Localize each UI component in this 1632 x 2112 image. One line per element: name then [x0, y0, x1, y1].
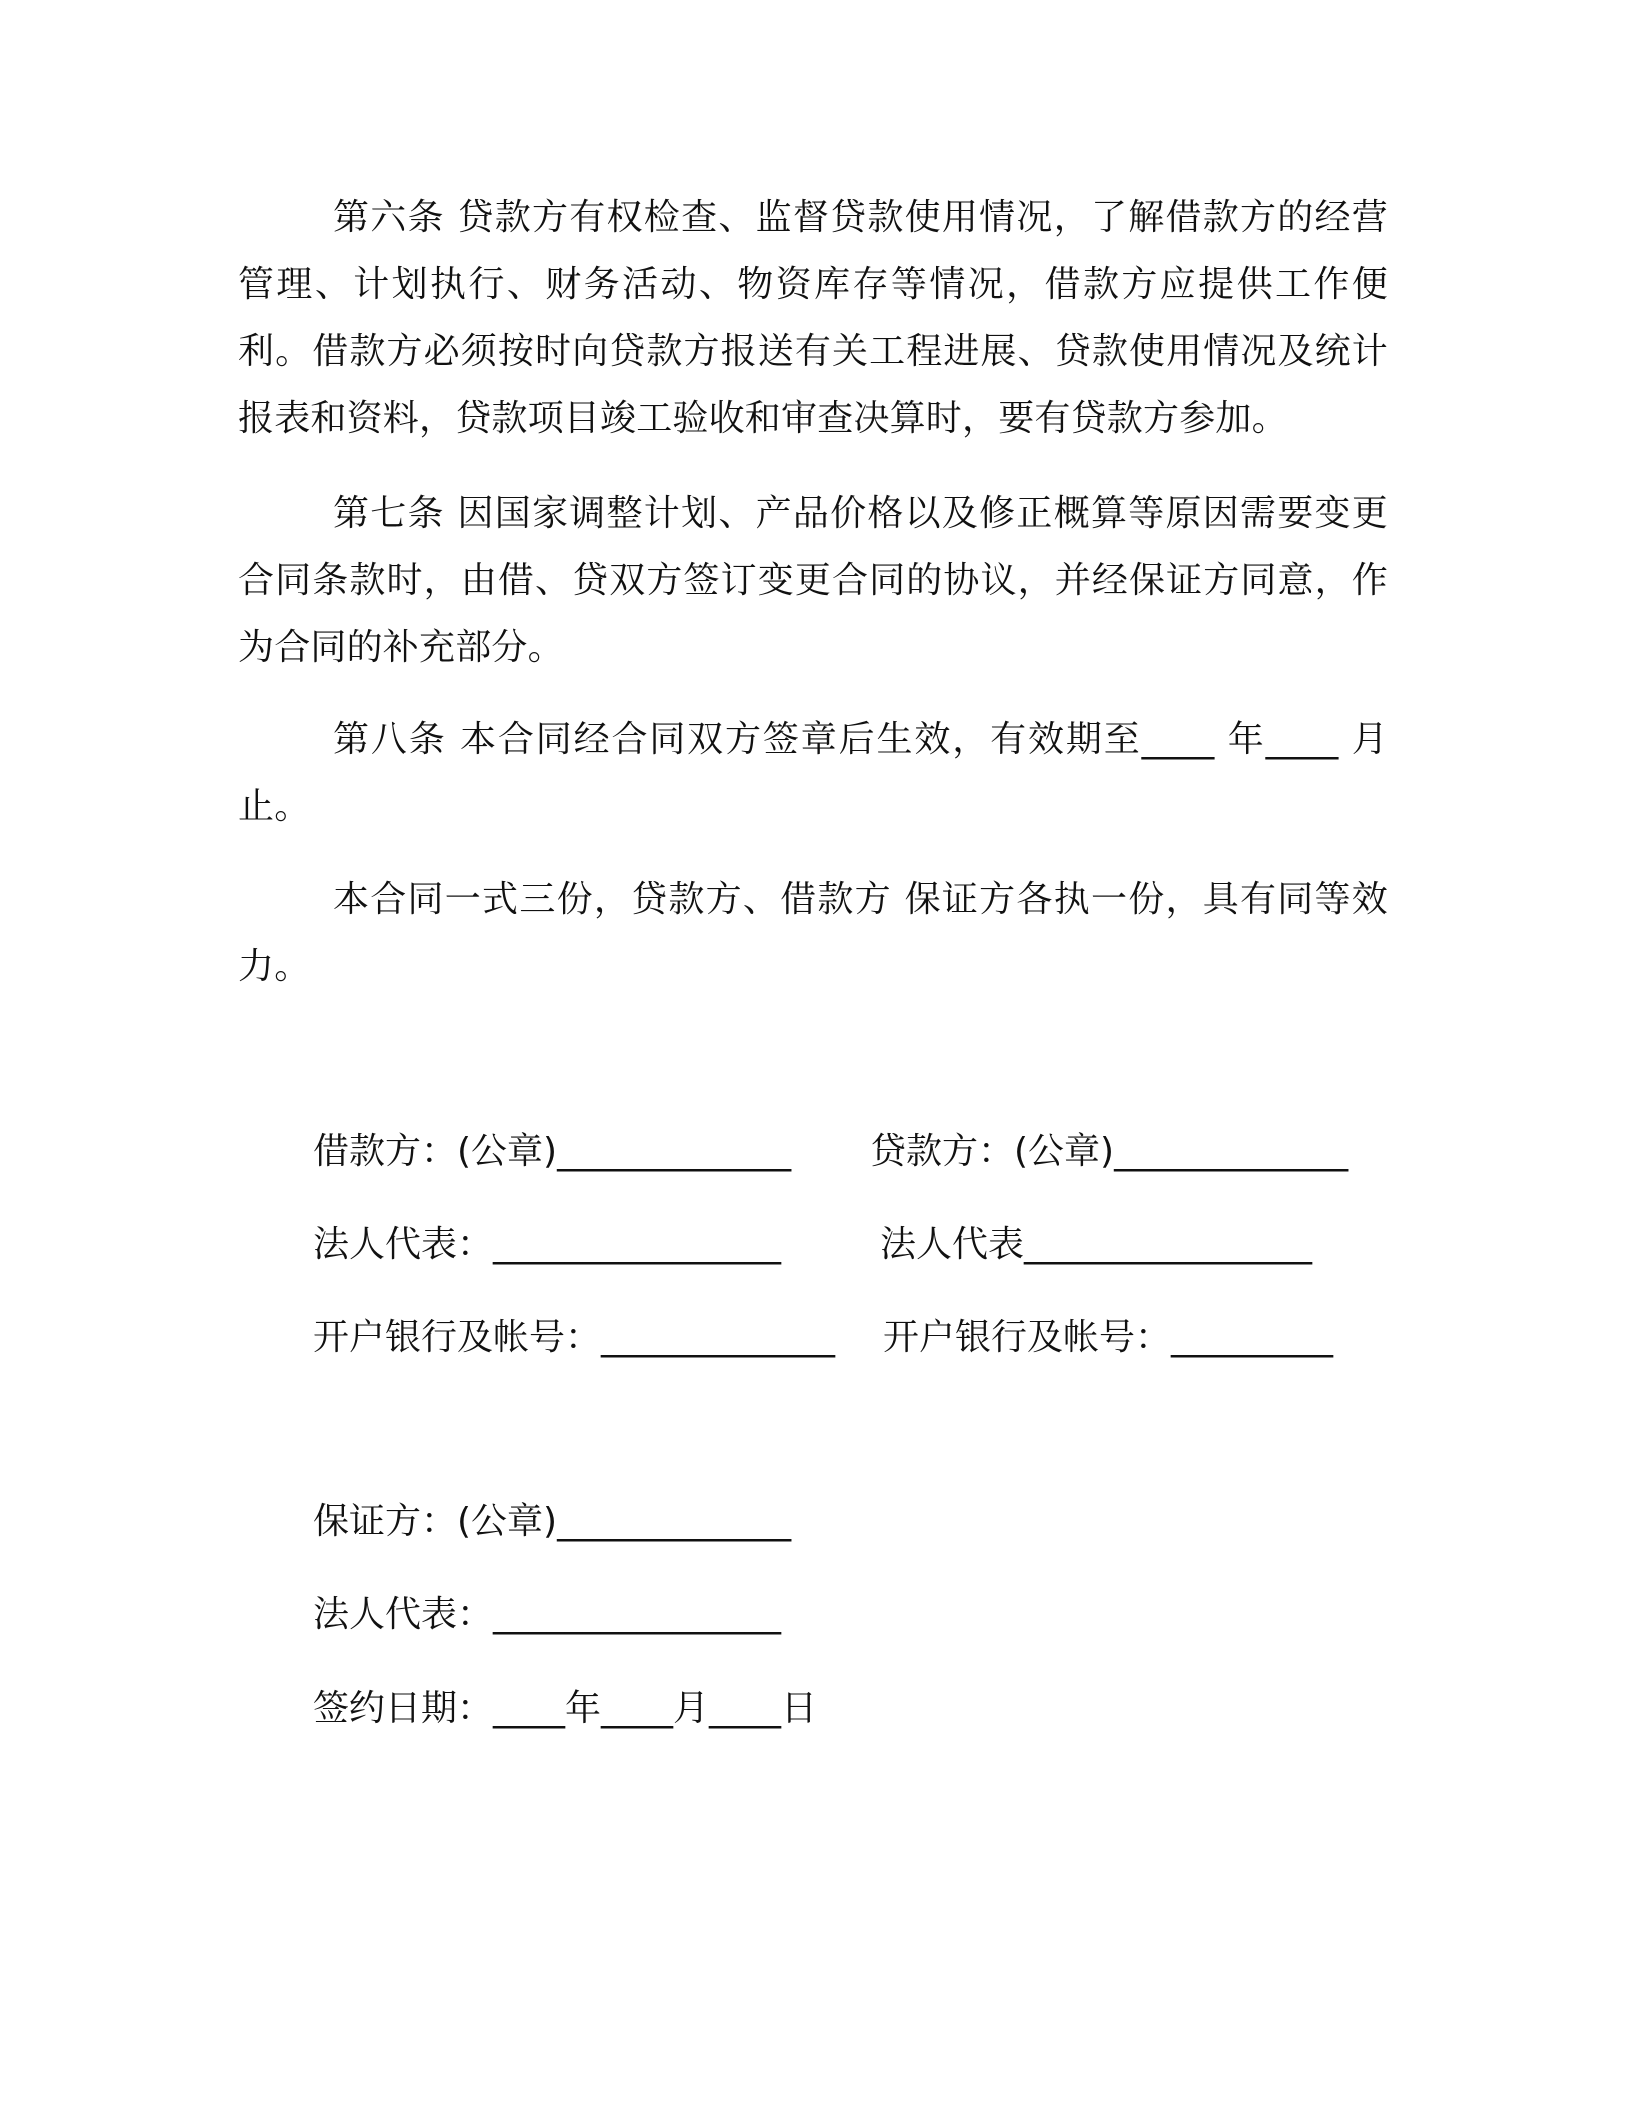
lender-bank-account-line: 开户银行及帐号：_________ — [883, 1317, 1334, 1358]
borrower-bank-account-line: 开户银行及帐号：_____________ — [313, 1317, 836, 1358]
guarantor-legal-rep-line: 法人代表：________________ — [313, 1594, 782, 1635]
guarantor-seal-line: 保证方：(公章)_____________ — [313, 1501, 792, 1542]
article-7-paragraph: 第七条 因国家调整计划、产品价格以及修正概算等原因需要变更合同条款时，由借、贷双方签订变更合同的协议，并经保证方同意，作为合同的补充部分。 — [238, 493, 1388, 668]
borrower-legal-rep-line: 法人代表：________________ — [313, 1224, 782, 1265]
signing-date-line: 签约日期：____年____月____日 — [313, 1688, 818, 1729]
lender-seal-line: 贷款方：(公章)_____________ — [870, 1131, 1349, 1172]
article-6-paragraph: 第六条 贷款方有权检查、监督贷款使用情况，了解借款方的经营管理、计划执行、财务活动、物资库存等情况，借款方应提供工作便利。借款方必须按时向贷款方报送有关工程进展、贷款使用情况及统计报表和资料，贷款项目竣工验收和审查决算时，要有贷款方参加。 — [238, 197, 1388, 439]
lender-legal-rep-line: 法人代表________________ — [880, 1224, 1313, 1265]
copies-paragraph: 本合同一式三份，贷款方、借款方 保证方各执一份，具有同等效力。 — [238, 879, 1388, 987]
article-8-paragraph: 第八条 本合同经合同双方签章后生效，有效期至____ 年____ 月止。 — [238, 719, 1388, 827]
borrower-seal-line: 借款方：(公章)_____________ — [313, 1131, 792, 1172]
